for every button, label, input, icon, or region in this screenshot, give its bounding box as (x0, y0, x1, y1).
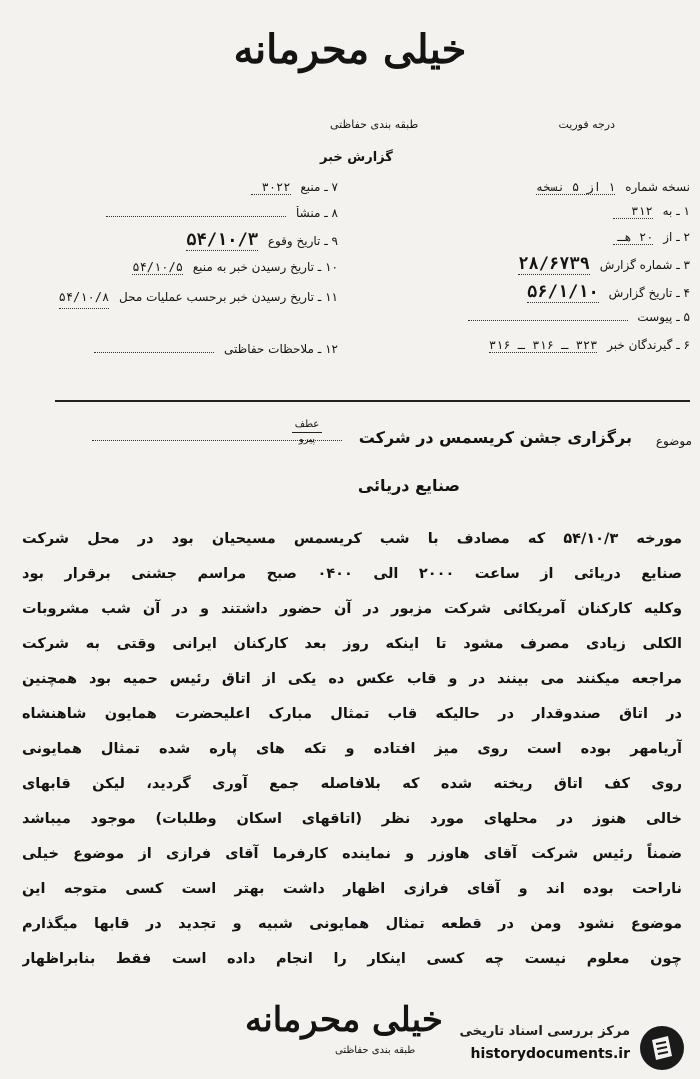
urgency-label: درجه فوریت (558, 118, 615, 131)
field-report-date (390, 282, 690, 303)
field-value (468, 320, 628, 321)
field-label: ۲ ـ از (663, 230, 690, 244)
body-line: ضمناً رئیس شرکت آقای هاوزر و نماینده کارفرما آقای فرازی از موضوع خیلی (22, 846, 682, 862)
field-news-to-source-date (13, 260, 338, 275)
body-line: چون معلوم نیست چه کسی اینکار را انجام داده است فقط بنابراظهار (22, 951, 682, 967)
field-value: ۵۴/۱۰/۸ (59, 286, 110, 309)
field-value: ۵۴/۱۰/۳ (186, 230, 258, 250)
body-line: در اتاق صندوقدار در حالیکه قاب تمثال مبارک اعلیحضرت همایون شاهنشاه (22, 706, 682, 722)
field-source (13, 180, 338, 195)
body-line: موضوع نشود ومن در قطعه تمثال همایونی شبیه و تجدید در قابها میگذارم (22, 916, 682, 932)
document-title: خیلی محرمانه (233, 26, 467, 73)
field-value: ۳۱۲ (613, 204, 653, 219)
field-label: ۸ ـ منشأ (295, 206, 338, 220)
field-origin (13, 206, 338, 220)
field-value (106, 216, 286, 217)
field-label: ۵ ـ پیوست (637, 310, 690, 324)
field-recipients (370, 338, 690, 353)
subject-line-1: برگزاری جشن کریسمس در شرکت (358, 428, 632, 447)
classification-label: طبقه بندی حفاظتی (330, 118, 419, 131)
field-value: ۱ از ۵ نسخه (535, 180, 616, 194)
field-label: ۳ ـ شماره گزارش (599, 258, 690, 272)
peyro-label: پیرو (298, 434, 316, 445)
field-value: ۲۰ هـ (613, 230, 653, 245)
body-text (22, 522, 682, 977)
field-attachment (390, 310, 690, 324)
field-value (94, 352, 214, 353)
body-line: خالی هنوز در محلهای مورد نظر (اتاقهای اسکان وطلبات) موجود میباشد (22, 811, 682, 827)
body-line: الکلی زیادی مصرف مشود تا اینکه روز بعد کارکنان ایرانی وقتی به شرکت (22, 636, 682, 652)
field-label: ۱۱ ـ تاریخ رسیدن خبر برحسب عملیات محل (119, 290, 338, 304)
field-value: ۲۸/۶۷۳۹ (518, 254, 590, 274)
field-value: ۵۶/۱/۱۰ (527, 282, 599, 302)
field-label: ۷ ـ منبع (300, 180, 338, 194)
body-line: آریامهر بوده است روی میز افتاده و تکه های پاره شده تمثال همایونی (22, 741, 682, 757)
field-copy-number (390, 180, 690, 195)
body-line: وکلیه کارکنان آمریکائی شرکت مزبور در آن حضور داشتند و در آن شب مشروبات (22, 601, 682, 617)
watermark-url: historydocuments.ir (470, 1046, 630, 1062)
field-label: ۱۰ ـ تاریخ رسیدن خبر به منبع (192, 260, 338, 274)
field-label: ۹ ـ تاریخ وقوع (267, 234, 338, 248)
field-label: ۴ ـ تاریخ گزارش (608, 286, 690, 300)
field-report-number (390, 254, 690, 275)
field-value: ۳۲۳ ـ ۳۱۶ ـ ۳۱۶ (488, 338, 598, 352)
body-line: صنایع دریائی از ساعت ۲۰۰۰ الی ۰۴۰۰ صبح مراسم جشنی برقرار بود (22, 566, 682, 582)
field-from (390, 230, 690, 245)
field-security-notes (13, 342, 338, 356)
body-line: مراجعه میکنند می بینند در و قاب عکس ده یکی از اتاق رئیس حمیه بود همچنین (22, 671, 682, 687)
archive-logo-icon (638, 1024, 686, 1072)
atf-label: عطف (294, 419, 320, 430)
watermark-text: مرکز بررسی اسناد تاریخی (459, 1024, 630, 1039)
field-label: ۱۲ ـ ملاحظات حفاظتی (224, 342, 338, 356)
field-value: ۵۴/۱۰/۵ (132, 260, 183, 274)
field-event-date (13, 230, 338, 251)
footer-classification-label: طبقه بندی حفاظتی (335, 1045, 416, 1056)
divider (55, 400, 690, 402)
field-operations-date (13, 286, 338, 309)
body-line: مورخه ۵۴/۱۰/۳ که مصادف با شب کریسمس مسیحیان بود در محل شرکت (22, 531, 682, 547)
reference-box (292, 418, 322, 447)
body-line: ناراحت بوده اند و آقای فرازی اظهار داشت بهتر است کسی متوجه این (22, 881, 682, 897)
subject-line-2: صنایع دریائی (357, 476, 460, 495)
field-label: نسخه شماره (625, 180, 690, 194)
field-value: ۳۰۲۲ (251, 180, 291, 195)
field-label: ۱ ـ به (662, 204, 690, 218)
footer-title: خیلی محرمانه (245, 1000, 443, 1040)
subject-label: موضوع (655, 434, 692, 448)
watermark (440, 1022, 690, 1072)
body-line: روی کف اتاق ریخته شده که بلافاصله جمع آوری گردید، لیکن قابهای (22, 776, 682, 792)
field-to (390, 204, 690, 219)
field-label: ۶ ـ گیرندگان خبر (607, 338, 690, 352)
report-title: گزارش خبر (320, 150, 393, 165)
